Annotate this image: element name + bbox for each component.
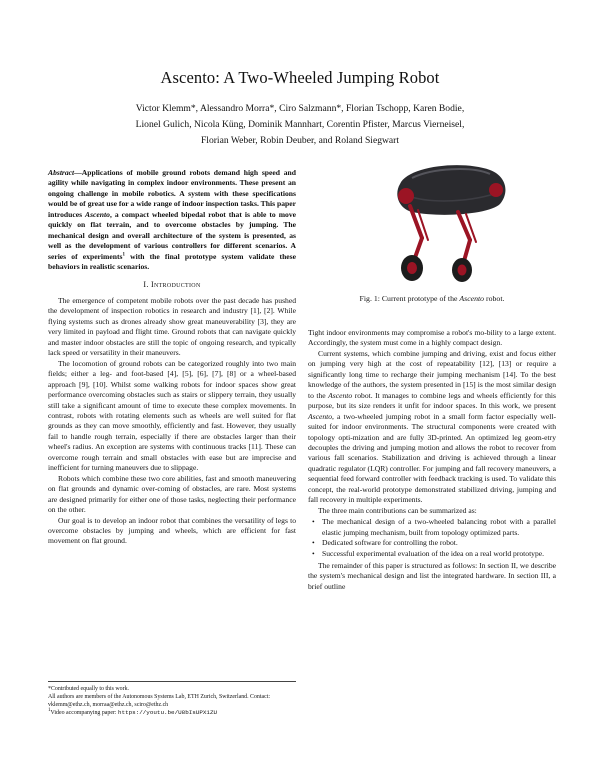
body-paragraph: The three main contributions can be summarized as:: [318, 505, 477, 515]
author-line: Victor Klemm*, Alessandro Morra*, Ciro Salzmann*, Florian Tschopp, Karen Bodie,: [135, 103, 465, 114]
intro-paragraph: The emergence of competent mobile robots over the past decade has pushed the development of inspection robotics in research and industry [1], [2]. While flying systems such as drones already show great maneuverability [3], they are very limited in payload and flight time. Ground robots that can navigate quickly and master indoor obstacles are still the topic of ongoing research, and typically lack speed or versatility in their maneuvers.: [48, 295, 296, 358]
video-link[interactable]: https://youtu.be/U8bIsUPX1ZU: [118, 709, 218, 716]
section-number: I.: [143, 279, 149, 289]
figure-caption: Fig. 1: Current prototype of the Ascento robot.: [359, 294, 505, 303]
contribution-list: [308, 517, 556, 559]
list-item: • The mechanical design of a two-wheeled balancing robot with a parallel elastic jumping mechanism, built from topology optimized parts.: [322, 517, 556, 538]
body-paragraph: Current systems, which combine jumping and driving, exist and focus either on jumping very high at the cost of repeatability [12], [13] or require a significantly long time to recharge their jumping mechanism [14]. To the best knowledge of the authors, the system presented in [15] is the most similar design to the Ascento robot. It manages to combine legs and wheels efficiently for this purpose, but its size renders it unfit for indoor spaces. In this work, we present Ascento, a two-wheeled jumping robot in a small form factor especially well-suited for indoor environments. The structural components were created with topology opti-mization and are fully 3D-printed. An optimized leg geom-etry decouples the driving and jumping motion and allows the robot to recover from various fall scenarios. Stabilization and driving is achieved through a linear quadratic regulator (LQR) controller. For jumping and fall recovery maneuvers, a sequential feed forward controller with feedback tracking is used. To validate this concept, the real-world prototype demonstrated stabilized driving, jumping and fall recovery in multiple experiments.: [308, 348, 556, 505]
wheel-left-rim: [407, 262, 417, 274]
body-paragraph: Tight indoor environments may compromise a robot's mo-bility to a large extent. Accordingly, the system must come in a highly compact design.: [308, 328, 556, 348]
footnote-marker: 1: [122, 252, 125, 258]
footnotes: [48, 681, 296, 717]
abstract: Abstract—Applications of mobile ground robots demand high speed and agility while navigating in complex indoor environments. These present an ongoing challenge in mobile robotics. A system with these specifications would be of great use for a wide range of indoor inspection tasks. This paper introduces Ascento, a compact wheeled bipedal robot that is able to move quickly on flat terrain, and to overcome obstacles by jumping. The mechanical design and overall architecture of the system is presented, as well as the development of various controllers for different scenarios. A series of experiments$^1$ with the final prototype system validate these behaviors in realistic scenarios.: [48, 168, 296, 272]
list-item: • Successful experimental evaluation of the idea on a real world prototype.: [322, 549, 556, 559]
abstract-label: Abstract: [48, 168, 75, 177]
footnote-equal: *Contributed equally to this work.: [48, 686, 129, 692]
robot-figure: [382, 156, 514, 288]
author-line: Lionel Gulich, Nicola Küng, Dominik Mannhart, Corentin Pfister, Marcus Vierneisel,: [135, 119, 465, 130]
wheel-right-rim: [458, 265, 467, 276]
section-heading: [48, 280, 296, 290]
list-item: • Dedicated software for controlling the robot.: [322, 538, 556, 548]
paper-title: Ascento: A Two-Wheeled Jumping Robot: [160, 68, 440, 87]
right-column: [308, 328, 556, 592]
robot-legs: [410, 206, 476, 268]
intro-paragraph: Robots which combine these two core abilities, fast and smooth maneuvering on flat grounds and dynamic over-coming of obstacles, are rare. Most systems are designed primarily for either one of those tasks, neglecting their performance on the other.: [48, 473, 296, 515]
section-title: Introduction: [150, 279, 201, 289]
body-paragraph: The remainder of this paper is structured as follows: In section II, we describe the system's mechanical design and list the integrated hardware. In section III, a brief outline: [308, 560, 556, 591]
footnote-affiliation: All authors are members of the Autonomous Systems Lab, ETH Zurich, Switzerland. Contact: vklemm@ethz.ch, morraa@ethz.ch, sciro@ethz.ch: [48, 694, 270, 708]
robot-hub-left: [398, 188, 414, 204]
robot-wheels: [401, 255, 472, 282]
intro-paragraph: The locomotion of ground robots can be categorized roughly into two main fields; either a leg- and foot-based [4], [5], [6], [7], [8] or a wheel-based approach [9], [10]. Whilst some walking robots for indoor spaces show great performance overcoming obstacles such as stairs or slippery terrain, they usually still take a significant amount of time to execute these complex movements. In contrast, robots with rotating elements such as wheels are well suited for flat grounds as they can move smoothly, efficiently and fast. However, they usually fail to handle rough terrain, especially if there are obstacles larger than their wheel's radius. An exception are systems with continuous tracks [11]. These can overcome rough terrain and small obstacles with ease but are imprecise and inefficient for turning maneuvers due to slippage.: [48, 358, 296, 473]
robot-body: [397, 165, 505, 215]
intro-paragraph: Our goal is to develop an indoor robot that combines the versatility of legs to overcome obstacles by jumping and wheels, which are efficient for fast movement on flat ground.: [48, 515, 296, 546]
leg-right-upper: [458, 212, 470, 240]
author-line: Florian Weber, Robin Deuber, and Roland Siegwart: [200, 135, 400, 146]
left-column: [48, 168, 296, 547]
footnote-video: $^1$Video accompanying paper: https://youtu.be/U8bIsUPX1ZU: [48, 708, 218, 716]
robot-hub-right: [489, 183, 503, 197]
author-list: [95, 101, 505, 149]
